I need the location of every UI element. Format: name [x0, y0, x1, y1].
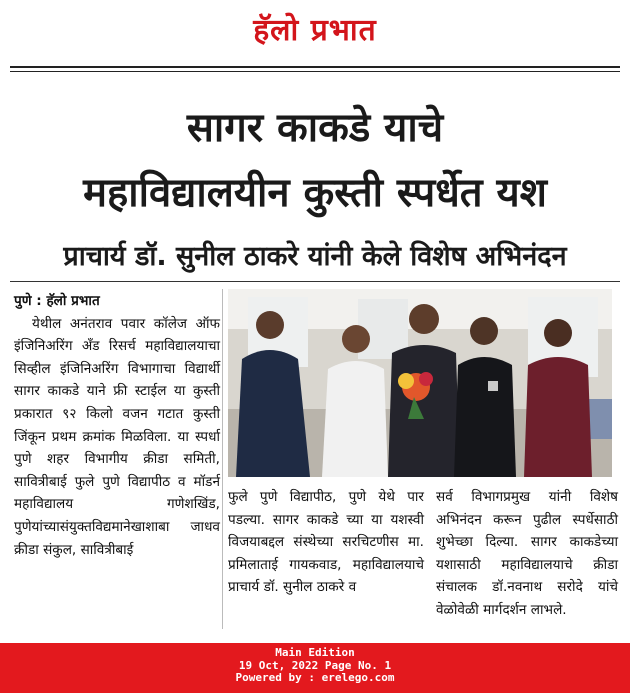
newspaper-logo: हॅलो प्रभात: [253, 13, 377, 48]
subheadline-rule: [10, 281, 620, 282]
article-text-col3: सर्व विभागप्रमुख यांनी विशेष अभिनंदन करून पुढील स्पर्धेसाठी शुभेच्छा दिल्या. सागर काकडेच्या यशासाठी महाविद्यालयाचे क्रीडा संचालक डॉ.नवनाथ सरोदे यांचे वेळोवेळी मार्गदर्शन लाभले.: [436, 489, 618, 618]
edition-label: Main Edition: [275, 646, 355, 659]
article-text-col1: येथील अनंतराव पवार कॉलेज ऑफ इंजिनिअरिंग अँड रिसर्च महाविद्यालयाचा सिव्हील इंजिनिअरिंग विभागाचा विद्यार्थी सागर काकडे याने फ्री स्टाईल या कुस्ती प्रकारात ९२ किलो वजन गटात कुस्ती जिंकून प्रथम क्रमांक मिळविला. या स्पर्धा पुणे शहर विभागीय क्रीडा समिती, सावित्रीबाई फुले पुणे विद्यापीठ व मॉडर्न महाविद्यालय गणेशखिंड, पुणेयांच्यासंयुक्तविद्यमानेखाशाबा जाधव क्रीडा संकुल, सावित्रीबाई: [14, 315, 220, 558]
headline-line-1: सागर काकडे याचे: [186, 105, 444, 151]
masthead-rule: [10, 66, 620, 68]
masthead: [0, 0, 630, 62]
news-photo-illustration: [228, 289, 612, 477]
subheadline: प्राचार्य डॉ. सुनील ठाकरे यांनी केले विशेष अभिनंदन: [63, 241, 567, 272]
column-divider: [222, 289, 223, 629]
edition-date-page: 19 Oct, 2022 Page No. 1: [238, 658, 392, 672]
powered-by-link[interactable]: Powered by : erelego.com: [235, 671, 395, 684]
headline-line-2: महाविद्यालयीन कुस्ती स्पर्धेत यश: [83, 170, 547, 216]
dateline: पुणे : हॅलो प्रभात: [14, 293, 100, 309]
masthead-rule-thin: [10, 71, 620, 72]
article-column-1: [14, 290, 220, 561]
article-text-col2: फुले पुणे विद्यापीठ, पुणे येथे पार पडल्या. सागर काकडे च्या या यशस्वी विजयाबद्दल संस्थेच्या सरचिटणीस मा. प्रमिलाताई गायकवाड, महाविद्यालयाचे प्राचार्य डॉ. सुनील ठाकरे व: [228, 489, 424, 596]
news-photo: [228, 289, 612, 477]
edition-footer: [0, 643, 630, 693]
